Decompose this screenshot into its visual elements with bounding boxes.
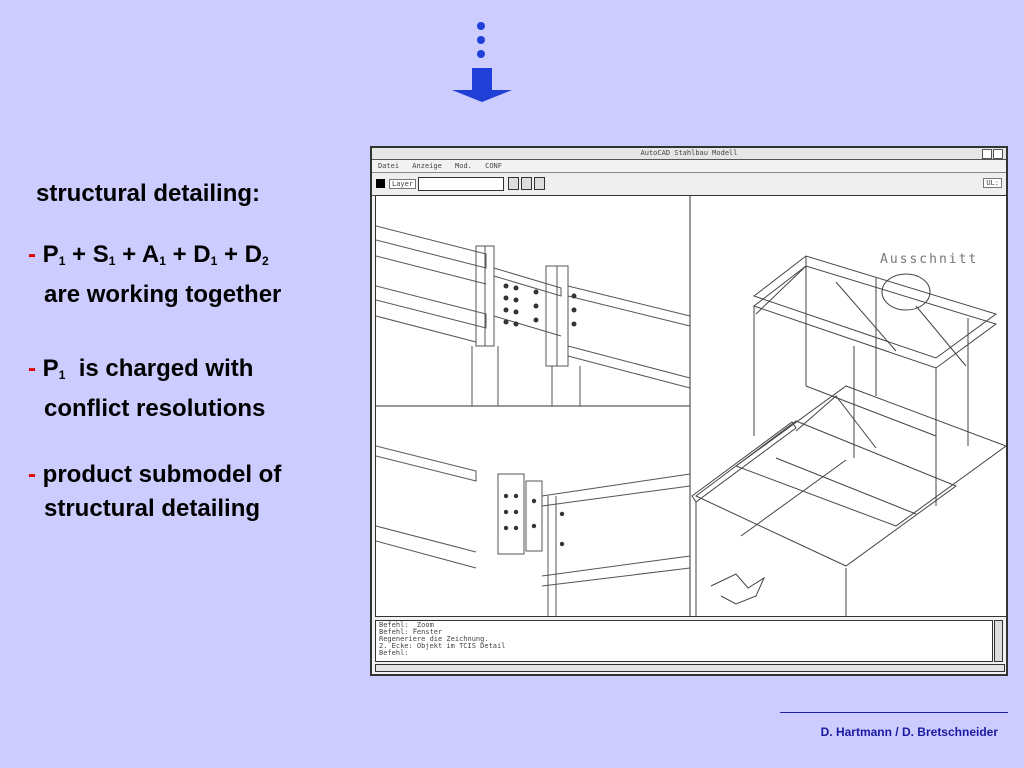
minimize-icon[interactable] (982, 149, 992, 159)
bullet-line-1 (28, 238, 281, 278)
color-swatch[interactable] (376, 179, 385, 188)
cad-titlebar (372, 148, 1006, 160)
menu-item[interactable]: Mod. (455, 162, 472, 170)
command-scrollbar[interactable] (994, 620, 1003, 662)
bullet-line-2: conflict resolutions (44, 395, 266, 422)
dot-icon (477, 22, 485, 30)
command-line: Befehl: Fenster (379, 628, 443, 636)
bullet-line-1 (28, 458, 281, 492)
bullet-dash: - (28, 461, 36, 488)
connection-detail-top (376, 226, 690, 406)
term-p: P (42, 241, 59, 268)
toolbar-button[interactable] (508, 177, 519, 190)
connection-detail-bottom (376, 446, 690, 616)
dot-icon (477, 50, 485, 58)
bullet-dash: - (28, 355, 36, 382)
command-line: Regeneriere die Zeichnung. (379, 635, 489, 643)
continuation-dots (476, 22, 486, 64)
footer-author: D. Hartmann / D. Bretschneider (820, 725, 998, 739)
bolt-group-lower (504, 494, 564, 546)
subscript: 1 (58, 254, 66, 268)
steel-frame-3d (692, 256, 1006, 616)
footer-divider (780, 712, 1008, 713)
bullet-line-2: structural detailing (44, 495, 261, 522)
bullet-text: product submodel of (42, 461, 282, 488)
dot-icon (477, 36, 485, 44)
ucs-field[interactable]: UL: (983, 178, 1002, 188)
command-line: Befehl: (379, 649, 409, 657)
subscript: 1 (159, 254, 166, 268)
bullet-collaboration (28, 238, 281, 312)
term-p: P (42, 355, 59, 382)
command-window[interactable] (375, 620, 993, 662)
menu-item[interactable]: Anzeige (412, 162, 442, 170)
cad-window-title: AutoCAD Stahlbau Modell (640, 149, 738, 157)
menu-item[interactable]: CONF (485, 162, 502, 170)
bullet-submodel (28, 458, 281, 526)
command-line: Befehl: _Zoom (379, 621, 434, 629)
toolbar-button[interactable] (521, 177, 532, 190)
cad-menubar (372, 160, 1006, 173)
subscript: 1 (210, 254, 218, 268)
menu-item[interactable]: Datei (378, 162, 400, 170)
term-s: + S (65, 241, 109, 268)
horizontal-scrollbar[interactable] (375, 664, 1005, 672)
bullet-line-2: are working together (44, 281, 282, 308)
slide-title: structural detailing: (36, 180, 261, 207)
command-line: 2. Ecke: Objekt im TCIS Detail (379, 642, 506, 650)
bullet-line-1 (28, 352, 265, 392)
maximize-icon[interactable] (993, 149, 1003, 159)
layer-input[interactable] (418, 177, 504, 191)
bullet-conflict (28, 352, 265, 426)
subscript: 1 (108, 254, 116, 268)
cad-toolbar (372, 173, 1006, 196)
bullet-text: is charged with (65, 355, 254, 382)
cad-window (370, 146, 1008, 676)
down-arrow-icon (452, 68, 512, 104)
detail-callout-label: Ausschnitt (880, 252, 979, 267)
subscript: 1 (58, 368, 66, 382)
toolbar-button[interactable] (534, 177, 545, 190)
term-a: + A (115, 241, 160, 268)
bullet-dash: - (28, 241, 36, 268)
subscript: 2 (261, 254, 269, 268)
term-d: + D (165, 241, 211, 268)
layer-label: Layer (389, 179, 416, 189)
term-d: + D (217, 241, 262, 268)
